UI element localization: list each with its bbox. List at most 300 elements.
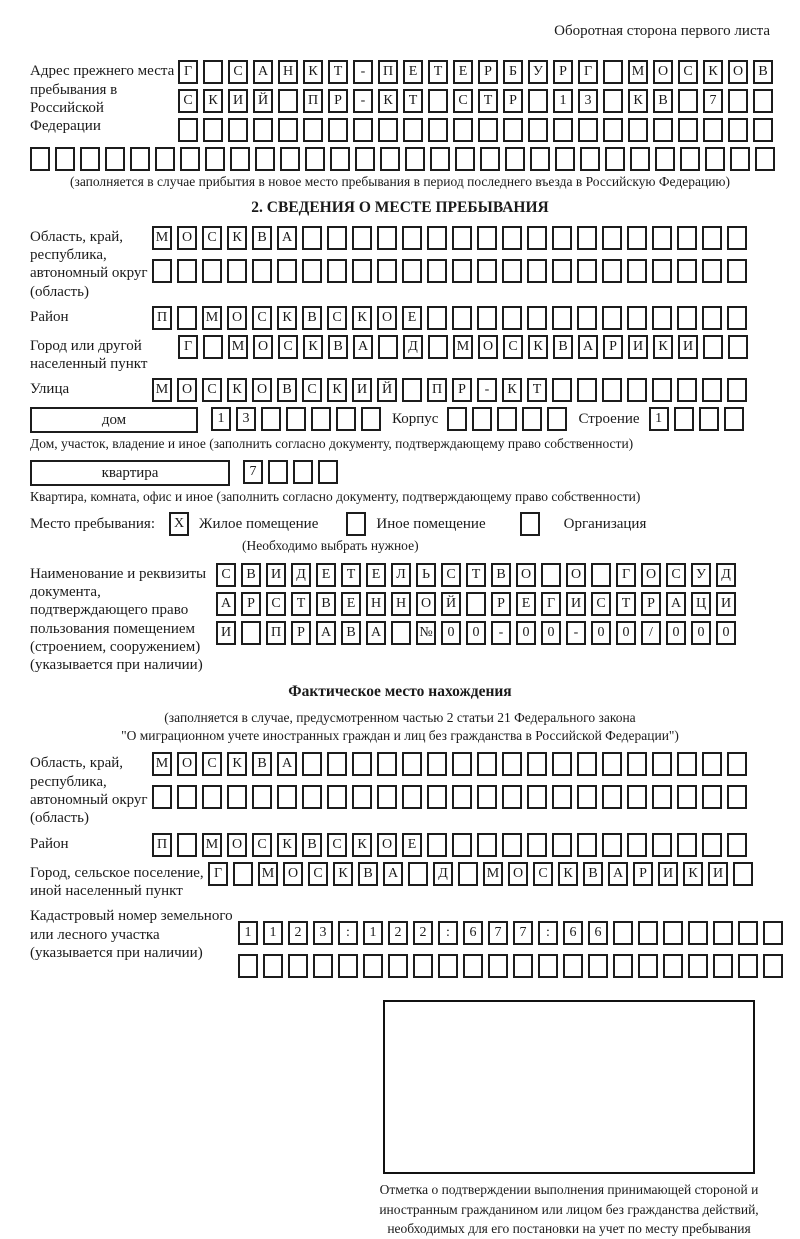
city-field: [30, 335, 770, 374]
section2-title: 2. СВЕДЕНИЯ О МЕСТЕ ПРЕБЫВАНИЯ: [251, 198, 549, 216]
char-box: К: [628, 89, 648, 113]
korpus-label: Корпус: [392, 411, 439, 428]
char-box: С: [453, 89, 473, 113]
char-box: Й: [253, 89, 273, 113]
cadastral-row-1: [238, 921, 783, 945]
char-box: С: [441, 563, 461, 587]
char-box: Е: [366, 563, 386, 587]
char-box: Б: [503, 60, 523, 84]
char-box: [713, 921, 733, 945]
char-box: [402, 752, 422, 776]
char-box: 1: [263, 921, 283, 945]
char-box: 1: [238, 921, 258, 945]
char-box: [263, 954, 283, 978]
char-box: [352, 259, 372, 283]
char-box: В: [302, 833, 322, 857]
char-box: [377, 785, 397, 809]
char-box: И: [716, 592, 736, 616]
char-box: К: [303, 335, 323, 359]
region-field: [30, 226, 770, 301]
district-row: [152, 306, 747, 330]
char-box: [255, 147, 275, 171]
char-box: К: [378, 89, 398, 113]
previous-address-row-2: [178, 89, 773, 113]
char-box: [602, 785, 622, 809]
char-box: [336, 407, 356, 431]
char-box: 6: [563, 921, 583, 945]
option-residential-label: Жилое помещение: [199, 516, 319, 533]
char-box: [638, 921, 658, 945]
char-box: [627, 833, 647, 857]
char-box: [728, 89, 748, 113]
char-box: [677, 259, 697, 283]
char-box: [677, 306, 697, 330]
char-box: О: [177, 378, 197, 402]
document-field: [30, 563, 770, 675]
char-box: [427, 226, 447, 250]
char-box: [233, 862, 253, 886]
char-box: [286, 407, 306, 431]
char-box: Т: [328, 60, 348, 84]
char-box: С: [327, 306, 347, 330]
char-box: [502, 226, 522, 250]
char-box: О: [377, 306, 397, 330]
apartment-cells: [243, 460, 338, 484]
char-box: [763, 921, 783, 945]
char-box: [653, 118, 673, 142]
char-box: [603, 60, 623, 84]
char-box: 3: [578, 89, 598, 113]
char-box: [502, 259, 522, 283]
street-field: [30, 378, 770, 402]
char-box: [477, 785, 497, 809]
char-box: [402, 226, 422, 250]
char-box: Д: [433, 862, 453, 886]
char-box: А: [253, 60, 273, 84]
char-box: [472, 407, 492, 431]
char-box: [428, 89, 448, 113]
korpus-cells: [447, 407, 567, 431]
char-box: Г: [541, 592, 561, 616]
page-corner-note: Оборотная сторона первого листа: [554, 23, 770, 39]
char-box: [402, 259, 422, 283]
char-box: [438, 954, 458, 978]
char-box: [318, 460, 338, 484]
char-box: [202, 259, 222, 283]
char-box: В: [653, 89, 673, 113]
char-box: [30, 147, 50, 171]
char-box: К: [653, 335, 673, 359]
char-box: [303, 118, 323, 142]
char-box: [652, 259, 672, 283]
char-box: Н: [391, 592, 411, 616]
char-box: [477, 306, 497, 330]
char-box: [727, 833, 747, 857]
char-box: [428, 118, 448, 142]
actual-city-row: [208, 862, 753, 886]
apartment-row: [30, 460, 770, 486]
char-box: Е: [403, 60, 423, 84]
char-box: [261, 407, 281, 431]
char-box: К: [327, 378, 347, 402]
char-box: [591, 563, 611, 587]
char-box: 3: [313, 921, 333, 945]
char-box: Р: [241, 592, 261, 616]
document-row-1: [216, 563, 736, 587]
char-box: [552, 833, 572, 857]
char-box: 0: [666, 621, 686, 645]
char-box: [680, 147, 700, 171]
char-box: [413, 954, 433, 978]
char-box: В: [358, 862, 378, 886]
char-box: [603, 118, 623, 142]
char-box: [352, 226, 372, 250]
char-box: [547, 407, 567, 431]
char-box: [447, 407, 467, 431]
char-box: [763, 954, 783, 978]
char-box: 1: [363, 921, 383, 945]
char-box: [452, 785, 472, 809]
char-box: [528, 89, 548, 113]
char-box: Г: [178, 60, 198, 84]
char-box: [252, 259, 272, 283]
char-box: [527, 785, 547, 809]
char-box: Т: [428, 60, 448, 84]
char-box: О: [252, 378, 272, 402]
char-box: О: [227, 833, 247, 857]
char-box: П: [303, 89, 323, 113]
previous-address-row-3: [178, 118, 773, 142]
actual-region-row-1: [152, 752, 747, 776]
char-box: [674, 407, 694, 431]
char-box: Е: [402, 306, 422, 330]
char-box: А: [277, 226, 297, 250]
char-box: [288, 954, 308, 978]
char-box: [627, 785, 647, 809]
char-box: [541, 563, 561, 587]
char-box: В: [341, 621, 361, 645]
char-box: [278, 89, 298, 113]
char-box: [430, 147, 450, 171]
char-box: П: [152, 306, 172, 330]
char-box: О: [416, 592, 436, 616]
char-box: Д: [716, 563, 736, 587]
char-box: [702, 785, 722, 809]
char-box: [328, 118, 348, 142]
actual-district-label: Район: [30, 835, 69, 852]
char-box: Е: [516, 592, 536, 616]
char-box: О: [478, 335, 498, 359]
char-box: С: [503, 335, 523, 359]
char-box: [277, 785, 297, 809]
checkbox-organization[interactable]: [520, 512, 540, 536]
char-box: [728, 118, 748, 142]
char-box: Г: [578, 60, 598, 84]
char-box: [663, 954, 683, 978]
char-box: А: [277, 752, 297, 776]
char-box: [738, 921, 758, 945]
char-box: [753, 118, 773, 142]
char-box: [527, 259, 547, 283]
checkbox-residential-premises[interactable]: X: [169, 512, 189, 536]
char-box: [305, 147, 325, 171]
char-box: Р: [553, 60, 573, 84]
char-box: О: [508, 862, 528, 886]
char-box: 7: [488, 921, 508, 945]
char-box: [203, 118, 223, 142]
char-box: [727, 259, 747, 283]
char-box: [703, 118, 723, 142]
char-box: 0: [716, 621, 736, 645]
char-box: [627, 259, 647, 283]
char-box: Р: [328, 89, 348, 113]
char-box: [505, 147, 525, 171]
char-box: [588, 954, 608, 978]
char-box: №: [416, 621, 436, 645]
char-box: -: [353, 89, 373, 113]
char-box: Е: [402, 833, 422, 857]
char-box: -: [491, 621, 511, 645]
char-box: С: [591, 592, 611, 616]
char-box: [538, 954, 558, 978]
char-box: М: [228, 335, 248, 359]
char-box: [613, 954, 633, 978]
char-box: А: [366, 621, 386, 645]
char-box: Е: [316, 563, 336, 587]
char-box: [663, 921, 683, 945]
char-box: [602, 226, 622, 250]
char-box: [728, 335, 748, 359]
char-box: С: [228, 60, 248, 84]
char-box: [241, 621, 261, 645]
char-box: [497, 407, 517, 431]
char-box: [477, 752, 497, 776]
char-box: В: [583, 862, 603, 886]
char-box: [455, 147, 475, 171]
char-box: А: [578, 335, 598, 359]
char-box: [428, 335, 448, 359]
char-box: Н: [366, 592, 386, 616]
char-box: [513, 954, 533, 978]
char-box: К: [352, 306, 372, 330]
char-box: [408, 862, 428, 886]
char-box: 3: [236, 407, 256, 431]
char-box: [178, 118, 198, 142]
char-box: О: [566, 563, 586, 587]
char-box: Т: [616, 592, 636, 616]
char-box: [452, 833, 472, 857]
char-box: [130, 147, 150, 171]
char-box: [652, 752, 672, 776]
char-box: -: [353, 60, 373, 84]
char-box: [677, 378, 697, 402]
checkbox-other-premises[interactable]: [346, 512, 366, 536]
char-box: [677, 785, 697, 809]
char-box: [699, 407, 719, 431]
confirmation-mark-area: [368, 1000, 770, 1239]
char-box: А: [383, 862, 403, 886]
char-box: 0: [441, 621, 461, 645]
char-box: В: [252, 226, 272, 250]
char-box: [205, 147, 225, 171]
char-box: М: [202, 833, 222, 857]
char-box: С: [302, 378, 322, 402]
char-box: О: [253, 335, 273, 359]
char-box: [677, 752, 697, 776]
char-box: [703, 335, 723, 359]
char-box: [627, 306, 647, 330]
char-box: 2: [388, 921, 408, 945]
char-box: О: [653, 60, 673, 84]
char-box: [477, 833, 497, 857]
confirmation-mark-note: Отметка о подтверждении выполнения принимающей стороной и иностранным гражданином или лицом без гражданства действий, необходимых для его постановки на учет по месту пребывания: [379, 1182, 759, 1237]
char-box: [727, 306, 747, 330]
char-box: [602, 378, 622, 402]
char-box: П: [266, 621, 286, 645]
char-box: [377, 259, 397, 283]
char-box: [452, 752, 472, 776]
char-box: О: [641, 563, 661, 587]
char-box: О: [283, 862, 303, 886]
char-box: Н: [278, 60, 298, 84]
char-box: [727, 752, 747, 776]
char-box: Д: [403, 335, 423, 359]
char-box: С: [202, 752, 222, 776]
char-box: С: [216, 563, 236, 587]
char-box: [652, 833, 672, 857]
char-box: М: [152, 378, 172, 402]
char-box: [405, 147, 425, 171]
char-box: [377, 226, 397, 250]
char-box: [577, 785, 597, 809]
char-box: [327, 785, 347, 809]
option-other-label: Иное помещение: [376, 516, 486, 533]
char-box: [277, 259, 297, 283]
char-box: М: [453, 335, 473, 359]
house-type-box: дом: [30, 407, 198, 433]
char-box: [152, 259, 172, 283]
char-box: [311, 407, 331, 431]
char-box: [605, 147, 625, 171]
char-box: [478, 118, 498, 142]
char-box: П: [378, 60, 398, 84]
char-box: [427, 785, 447, 809]
char-box: [577, 752, 597, 776]
char-box: [55, 147, 75, 171]
char-box: [702, 226, 722, 250]
char-box: [627, 226, 647, 250]
char-box: [378, 335, 398, 359]
char-box: [738, 954, 758, 978]
char-box: Е: [453, 60, 473, 84]
char-box: У: [528, 60, 548, 84]
char-box: [327, 226, 347, 250]
char-box: [502, 833, 522, 857]
char-box: [452, 306, 472, 330]
char-box: [177, 259, 197, 283]
char-box: [427, 259, 447, 283]
district-field: [30, 306, 770, 330]
char-box: [577, 306, 597, 330]
char-box: [293, 460, 313, 484]
char-box: [330, 147, 350, 171]
char-box: [652, 226, 672, 250]
char-box: А: [608, 862, 628, 886]
char-box: [363, 954, 383, 978]
char-box: Т: [341, 563, 361, 587]
char-box: В: [316, 592, 336, 616]
previous-address-field: [30, 60, 770, 142]
char-box: [302, 226, 322, 250]
char-box: 0: [466, 621, 486, 645]
char-box: [727, 378, 747, 402]
char-box: С: [202, 226, 222, 250]
char-box: Р: [291, 621, 311, 645]
char-box: К: [303, 60, 323, 84]
char-box: [403, 118, 423, 142]
char-box: К: [203, 89, 223, 113]
char-box: [203, 60, 223, 84]
char-box: [452, 226, 472, 250]
char-box: [578, 118, 598, 142]
house-row: [30, 407, 770, 433]
char-box: /: [641, 621, 661, 645]
char-box: Т: [403, 89, 423, 113]
char-box: Т: [466, 563, 486, 587]
char-box: [427, 306, 447, 330]
char-box: [727, 785, 747, 809]
char-box: [268, 460, 288, 484]
char-box: [613, 921, 633, 945]
char-box: [733, 862, 753, 886]
district-label: Район: [30, 308, 69, 325]
char-box: [302, 785, 322, 809]
char-box: О: [227, 306, 247, 330]
char-box: С: [308, 862, 328, 886]
actual-region-row-2: [152, 785, 747, 809]
char-box: [253, 118, 273, 142]
char-box: Р: [452, 378, 472, 402]
char-box: [227, 785, 247, 809]
char-box: [427, 833, 447, 857]
char-box: [753, 89, 773, 113]
char-box: С: [327, 833, 347, 857]
char-box: [477, 259, 497, 283]
char-box: [730, 147, 750, 171]
char-box: Т: [478, 89, 498, 113]
char-box: В: [302, 306, 322, 330]
char-box: [552, 226, 572, 250]
char-box: [352, 785, 372, 809]
char-box: [402, 785, 422, 809]
char-box: В: [277, 378, 297, 402]
char-box: С: [666, 563, 686, 587]
char-box: С: [266, 592, 286, 616]
char-box: К: [352, 833, 372, 857]
char-box: Л: [391, 563, 411, 587]
char-box: А: [666, 592, 686, 616]
char-box: [502, 306, 522, 330]
char-box: [230, 147, 250, 171]
char-box: [702, 833, 722, 857]
char-box: В: [241, 563, 261, 587]
actual-district-field: [30, 833, 770, 857]
char-box: [477, 226, 497, 250]
char-box: [313, 954, 333, 978]
char-box: 2: [413, 921, 433, 945]
apartment-note: Квартира, комната, офис и иное (заполнить согласно документу, подтверждающему право собственности): [30, 488, 641, 504]
char-box: В: [252, 752, 272, 776]
